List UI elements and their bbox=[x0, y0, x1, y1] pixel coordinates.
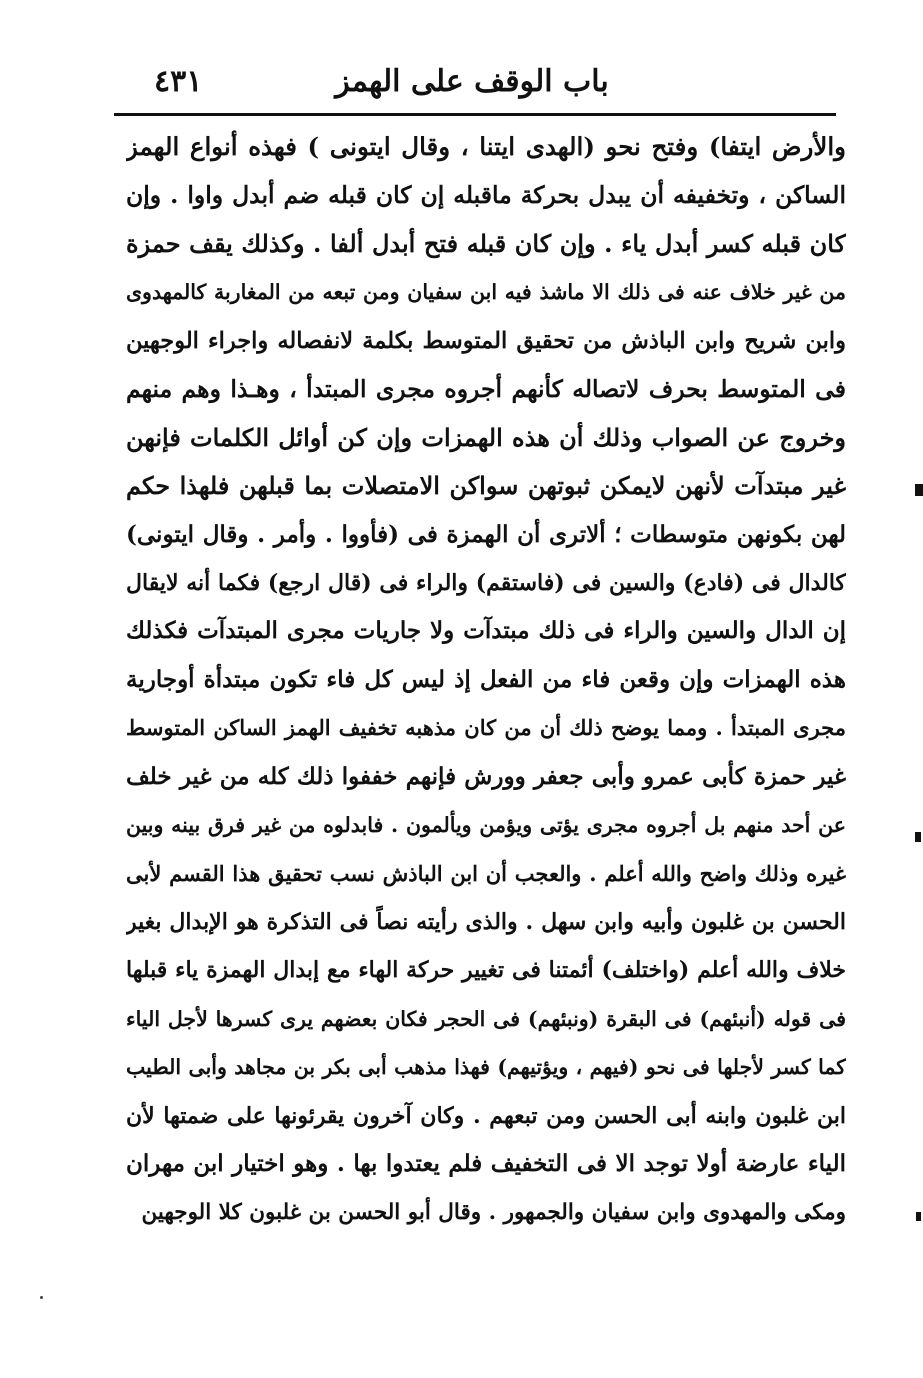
margin-ink-mark bbox=[916, 1212, 921, 1221]
text-line: غير مبتدآت لأنهن لايمكن ثبوتهن سواكن الامتصلات بما قبلهن فلهذا حكم bbox=[126, 471, 846, 501]
text-line: الساكن ، وتخفيفه أن يبدل بحركة ماقبله إن كان قبله ضم أبدل واوا . وإن bbox=[126, 181, 846, 210]
text-line: والأرض ايتفا) وفتح نحو (الهدى ايتنا ، وقال ايتونى ) فهذه أنواع الهمز bbox=[126, 132, 846, 161]
text-line: الحسن بن غلبون وأبيه وابن سهل . والذى رأيته نصاً فى التذكرة هو الإبدال بغير bbox=[126, 909, 846, 935]
text-line: كما كسر لأجلها فى نحو (فيهم ، ويؤتيهم) فهذا مذهب أبى بكر بن مجاهد وأبى الطيب bbox=[126, 1055, 846, 1080]
text-line: من غير خلاف عنه فى ذلك الا ماشذ فيه ابن سفيان ومن تبعه من المغاربة كالمهدوى bbox=[126, 280, 846, 305]
text-line: عن أحد منهم بل أجروه مجرى يؤتى ويؤمن ويألمون . فابدلوه من غير فرق بينه وبين bbox=[126, 813, 846, 838]
page-number: ٤٣١ bbox=[154, 64, 203, 99]
text-line: كالدال فى (فادع) والسين فى (فاستقم) والراء فى (قال ارجع) فكما أنه لايقال bbox=[126, 569, 846, 596]
body-text bbox=[126, 123, 846, 1237]
text-line: خلاف والله أعلم (واختلف) أئمتنا فى تغيير حركة الهاء مع إبدال الهمزة ياء قبلها bbox=[126, 957, 846, 984]
text-line: غير حمزة كأبى عمرو وأبى جعفر وورش فإنهم خففوا ذلك كله من غير خلف bbox=[126, 762, 846, 790]
margin-ink-mark bbox=[915, 484, 923, 496]
running-title: باب الوقف على الهمز bbox=[335, 64, 609, 99]
text-line: هذه الهمزات وإن وقعن فاء من الفعل إذ ليس كل فاء تكون مبتدأة أوجارية bbox=[126, 665, 846, 693]
text-line: لهن بكونهن متوسطات ؛ ألاترى أن الهمزة فى (فأووا . وأمر . وقال ايتونى) bbox=[126, 520, 846, 548]
text-line: الياء عارضة أولا توجد الا فى التخفيف فلم يعتدوا بها . وهو اختيار ابن مهران bbox=[126, 1150, 846, 1178]
text-line: كان قبله كسر أبدل ياء . وإن كان قبله فتح أبدل ألفا . وكذلك يقف حمزة bbox=[126, 228, 846, 258]
text-line: غيره وذلك واضح والله أعلم . والعجب أن ابن الباذش نسب تحقيق هذا القسم لأبى bbox=[126, 860, 846, 886]
margin-ink-mark bbox=[915, 832, 921, 842]
page-header bbox=[112, 58, 832, 110]
text-line: وابن شريح وابن الباذش من تحقيق المتوسط بكلمة لانفصاله واجراء الوجهين bbox=[126, 327, 846, 354]
text-line: فى قوله (أنبئهم) فى البقرة (ونبئهم) فى الحجر فكان بعضهم يرى كسرها لأجل الياء bbox=[126, 1006, 846, 1031]
scan-speck bbox=[40, 1296, 43, 1299]
text-line: وخروج عن الصواب وذلك أن هذه الهمزات وإن كن أوائل الكلمات فإنهن bbox=[126, 422, 846, 452]
text-line: إن الدال والسين والراء فى ذلك مبتدآت ولا جاريات مجرى المبتدآت فكذلك bbox=[126, 617, 846, 645]
text-line: مجرى المبتدأ . ومما يوضح ذلك أن من كان مذهبه تخفيف الهمز الساكن المتوسط bbox=[126, 715, 846, 741]
header-rule bbox=[114, 113, 836, 116]
text-line: ومكى والمهدوى وابن سفيان والجمهور . وقال أبو الحسن بن غلبون كلا الوجهين bbox=[141, 1199, 846, 1225]
text-line: فى المتوسط بحرف لاتصاله كأنهم أجروه مجرى المبتدأ ، وهـذا وهم منهم bbox=[126, 375, 846, 404]
text-line: ابن غلبون وابنه أبى الحسن ومن تبعهم . وكان آخرون يقرئونها على ضمتها لأن bbox=[126, 1102, 846, 1129]
